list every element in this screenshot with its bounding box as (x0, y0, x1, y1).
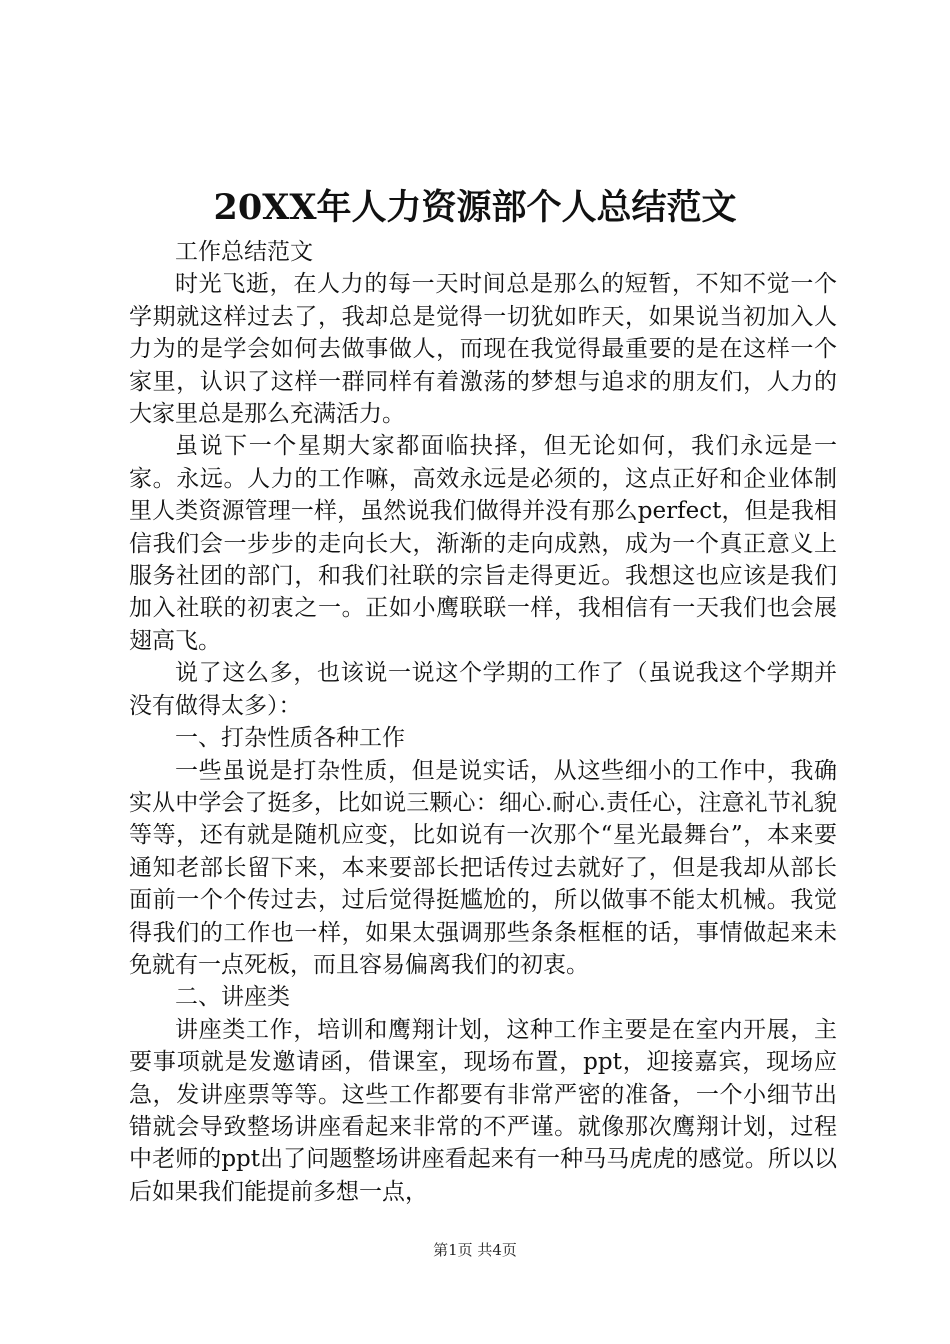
paragraph-heading: 工作总结范文 (175, 239, 313, 265)
document-body (129, 236, 837, 1208)
section-heading-1: 一、打杂性质各种工作 (175, 725, 405, 752)
document-title: 20XX年人力资源部个人总结范文 (213, 187, 737, 228)
paragraph-family: 虽说下一个星期大家都面临抉择，但无论如何，我们永远是一家。永远。人力的工作嘛，高效永远是必须的，这点正好和企业体制里人类资源管理一样，虽然说我们做得并没有那么perfect，但是我相信我们会一步步的走向长大，渐渐的走向成熟，成为一个真正意义上服务社团的部门，和我们社联的宗旨走得更近。我想这也应该是我们加入社联的初衷之一。正如小鹰联联一样，我相信有一天我们也会展翅高飞。 (129, 433, 837, 654)
paragraph-intro: 时光飞逝，在人力的每一天时间总是那么的短暂，不知不觉一个学期就这样过去了，我却总是觉得一切犹如昨天，如果说当初加入人力为的是学会如何去做事做人，而现在我觉得最重要的是在这样一个家里，认识了这样一群同样有着激荡的梦想与追求的朋友们，人力的大家里总是那么充满活力。 (129, 271, 837, 428)
page-number-footer: 第1页 共4页 (433, 1241, 517, 1259)
paragraph-work-intro: 说了这么多，也该说一说这个学期的工作了（虽说我这个学期并没有做得太多）： (129, 660, 837, 719)
paragraph-section-1: 一些虽说是打杂性质，但是说实话，从这些细小的工作中，我确实从中学会了挺多，比如说三颗心：细心.耐心.责任心，注意礼节礼貌等等，还有就是随机应变，比如说有一次那个“星光最舞台”，本来要通知老部长留下来，本来要部长把话传过去就好了，但是我却从部长面前一个个传过去，过后觉得挺尴尬的，所以做事不能太机械。我觉得我们的工作也一样，如果太强调那些条条框框的话，事情做起来未免就有一点死板，而且容易偏离我们的初衷。 (129, 757, 837, 978)
paragraph-section-2: 讲座类工作，培训和鹰翔计划，这种工作主要是在室内开展，主要事项就是发邀请函，借课室，现场布置，ppt，迎接嘉宾，现场应急，发讲座票等等。这些工作都要有非常严密的准备，一个小细节出错就会导致整场讲座看起来非常的不严谨。就像那次鹰翔计划，过程中老师的ppt出了问题整场讲座看起来有一种马马虎虎的感觉。所以以后如果我们能提前多想一点， (129, 1016, 837, 1205)
section-heading-2: 二、讲座类 (175, 984, 290, 1011)
